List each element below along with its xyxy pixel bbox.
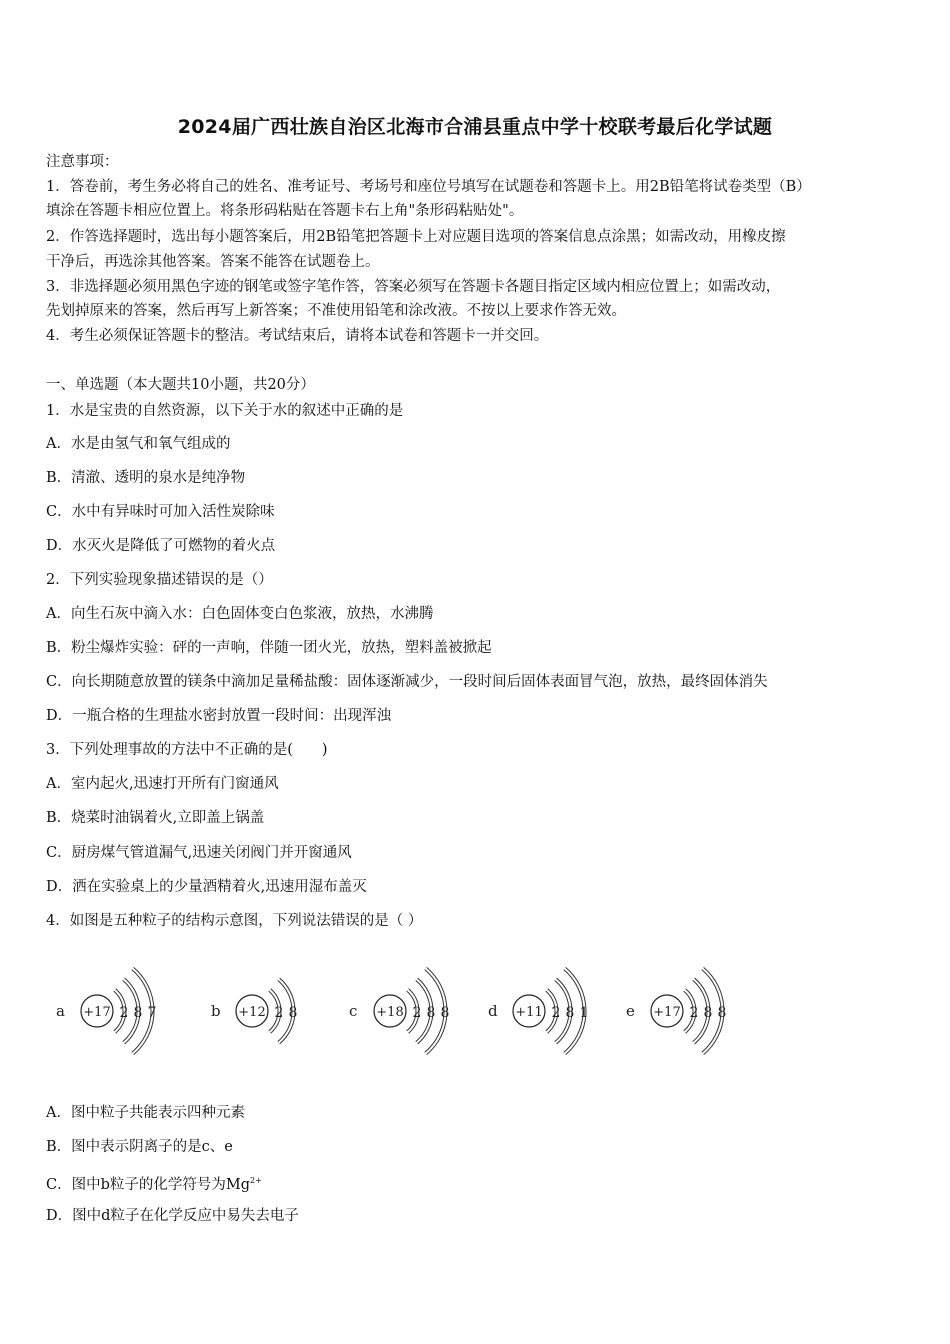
notice-line: 填涂在答题卡相应位置上。将条形码粘贴在答题卡右上角"条形码粘贴处"。 <box>46 203 524 219</box>
question-option: B．烧菜时油锅着火,立即盖上锅盖 <box>46 810 265 826</box>
notice-line: 4．考生必须保证答题卡的整洁。考试结束后，请将本试卷和答题卡一并交回。 <box>46 328 549 344</box>
shell-electron-count: 2 <box>274 1005 284 1021</box>
question-option: D．图中d粒子在化学反应中易失去电子 <box>46 1208 299 1224</box>
shell-electron-count: 2 <box>412 1005 422 1021</box>
question-option: D．洒在实验桌上的少量酒精着火,迅速用湿布盖灭 <box>46 879 367 895</box>
question-option: D．一瓶合格的生理盐水密封放置一段时间：出现浑浊 <box>46 708 392 724</box>
particle-c <box>349 967 449 1054</box>
option-text: C．图中b粒子的化学符号为Mg <box>46 1176 251 1193</box>
notice-heading: 注意事项： <box>46 154 119 170</box>
notice-line: 先划掉原来的答案，然后再写上新答案；不准使用铅笔和涂改液。不按以上要求作答无效。 <box>46 303 626 319</box>
shell-electron-count: 7 <box>147 1005 157 1021</box>
question-option: B．图中表示阴离子的是c、e <box>46 1139 233 1155</box>
notice-line: 3．非选择题必须用黑色字迹的钢笔或签字笔作答，答案必须写在答题卡各题目指定区域内相应位置上；如需改动， <box>46 279 781 295</box>
nucleus-charge: +12 <box>238 1005 266 1020</box>
particle-b <box>211 978 297 1044</box>
nucleus-charge: +17 <box>83 1005 111 1020</box>
question-option: B．清澈、透明的泉水是纯净物 <box>46 470 246 486</box>
question-stem: 2．下列实验现象描述错误的是（） <box>46 572 273 588</box>
particle-label: b <box>211 1002 221 1020</box>
nucleus-charge: +11 <box>515 1005 543 1020</box>
question-stem: 1．水是宝贵的自然资源，以下关于水的叙述中正确的是 <box>46 403 404 419</box>
question-option <box>46 1171 262 1195</box>
particle-label: a <box>56 1002 65 1020</box>
shell-electron-count: 8 <box>440 1005 450 1021</box>
shell-electron-count: 8 <box>133 1005 143 1021</box>
shell-electron-count: 2 <box>689 1005 699 1021</box>
shell-electron-count: 8 <box>703 1005 713 1021</box>
particle-d <box>488 967 588 1054</box>
shell-electron-count: 8 <box>426 1005 436 1021</box>
question-stem: 3．下列处理事故的方法中不正确的是( ) <box>46 742 328 758</box>
question-option: D．水灭火是降低了可燃物的着火点 <box>46 538 276 554</box>
shell-electron-count: 8 <box>288 1005 298 1021</box>
section-heading: 一、单选题（本大题共10小题，共20分） <box>46 377 315 393</box>
particle-e <box>626 967 726 1054</box>
nucleus-charge: +18 <box>376 1005 404 1020</box>
question-option: B．粉尘爆炸实验：砰的一声响，伴随一团火光，放热，塑料盖被掀起 <box>46 640 492 656</box>
particle-label: e <box>626 1002 635 1020</box>
notice-line: 1．答卷前，考生务必将自己的姓名、准考证号、考场号和座位号填写在试题卷和答题卡上。用2B铅笔将试卷类型（B） <box>46 179 811 195</box>
question-option: C．厨房煤气管道漏气,迅速关闭阀门并开窗通风 <box>46 845 352 861</box>
page-title: 2024届广西壮族自治区北海市合浦县重点中学十校联考最后化学试题 <box>177 116 773 138</box>
nucleus-charge: +17 <box>653 1005 681 1020</box>
question-option: A．水是由氢气和氧气组成的 <box>46 436 231 452</box>
question-option: C．向长期随意放置的镁条中滴加足量稀盐酸：固体逐渐减少，一段时间后固体表面冒气泡，放热，最终固体消失 <box>46 674 768 690</box>
notice-line: 干净后，再选涂其他答案。答案不能答在试题卷上。 <box>46 254 380 270</box>
question-option: A．室内起火,迅速打开所有门窗通风 <box>46 776 279 792</box>
question-stem: 4．如图是五种粒子的结构示意图，下列说法错误的是（ ） <box>46 913 423 929</box>
shell-electron-count: 2 <box>551 1005 561 1021</box>
shell-electron-count: 2 <box>119 1005 129 1021</box>
question-option: C．水中有异味时可加入活性炭除味 <box>46 504 275 520</box>
ion-charge: 2+ <box>250 1176 262 1185</box>
question-option: A．图中粒子共能表示四种元素 <box>46 1105 245 1121</box>
shell-electron-count: 8 <box>565 1005 575 1021</box>
shell-electron-count: 8 <box>717 1005 727 1021</box>
notice-line: 2．作答选择题时，选出每小题答案后，用2B铅笔把答题卡上对应题目选项的答案信息点涂黑；如需改动，用橡皮擦 <box>46 229 786 245</box>
shell-electron-count: 1 <box>579 1005 589 1021</box>
particle-label: c <box>349 1002 358 1020</box>
particle-a <box>56 967 156 1054</box>
particle-label: d <box>488 1002 498 1020</box>
question-option: A．向生石灰中滴入水：白色固体变白色浆液，放热，水沸腾 <box>46 606 434 622</box>
particle-structure-diagram <box>40 945 800 1075</box>
